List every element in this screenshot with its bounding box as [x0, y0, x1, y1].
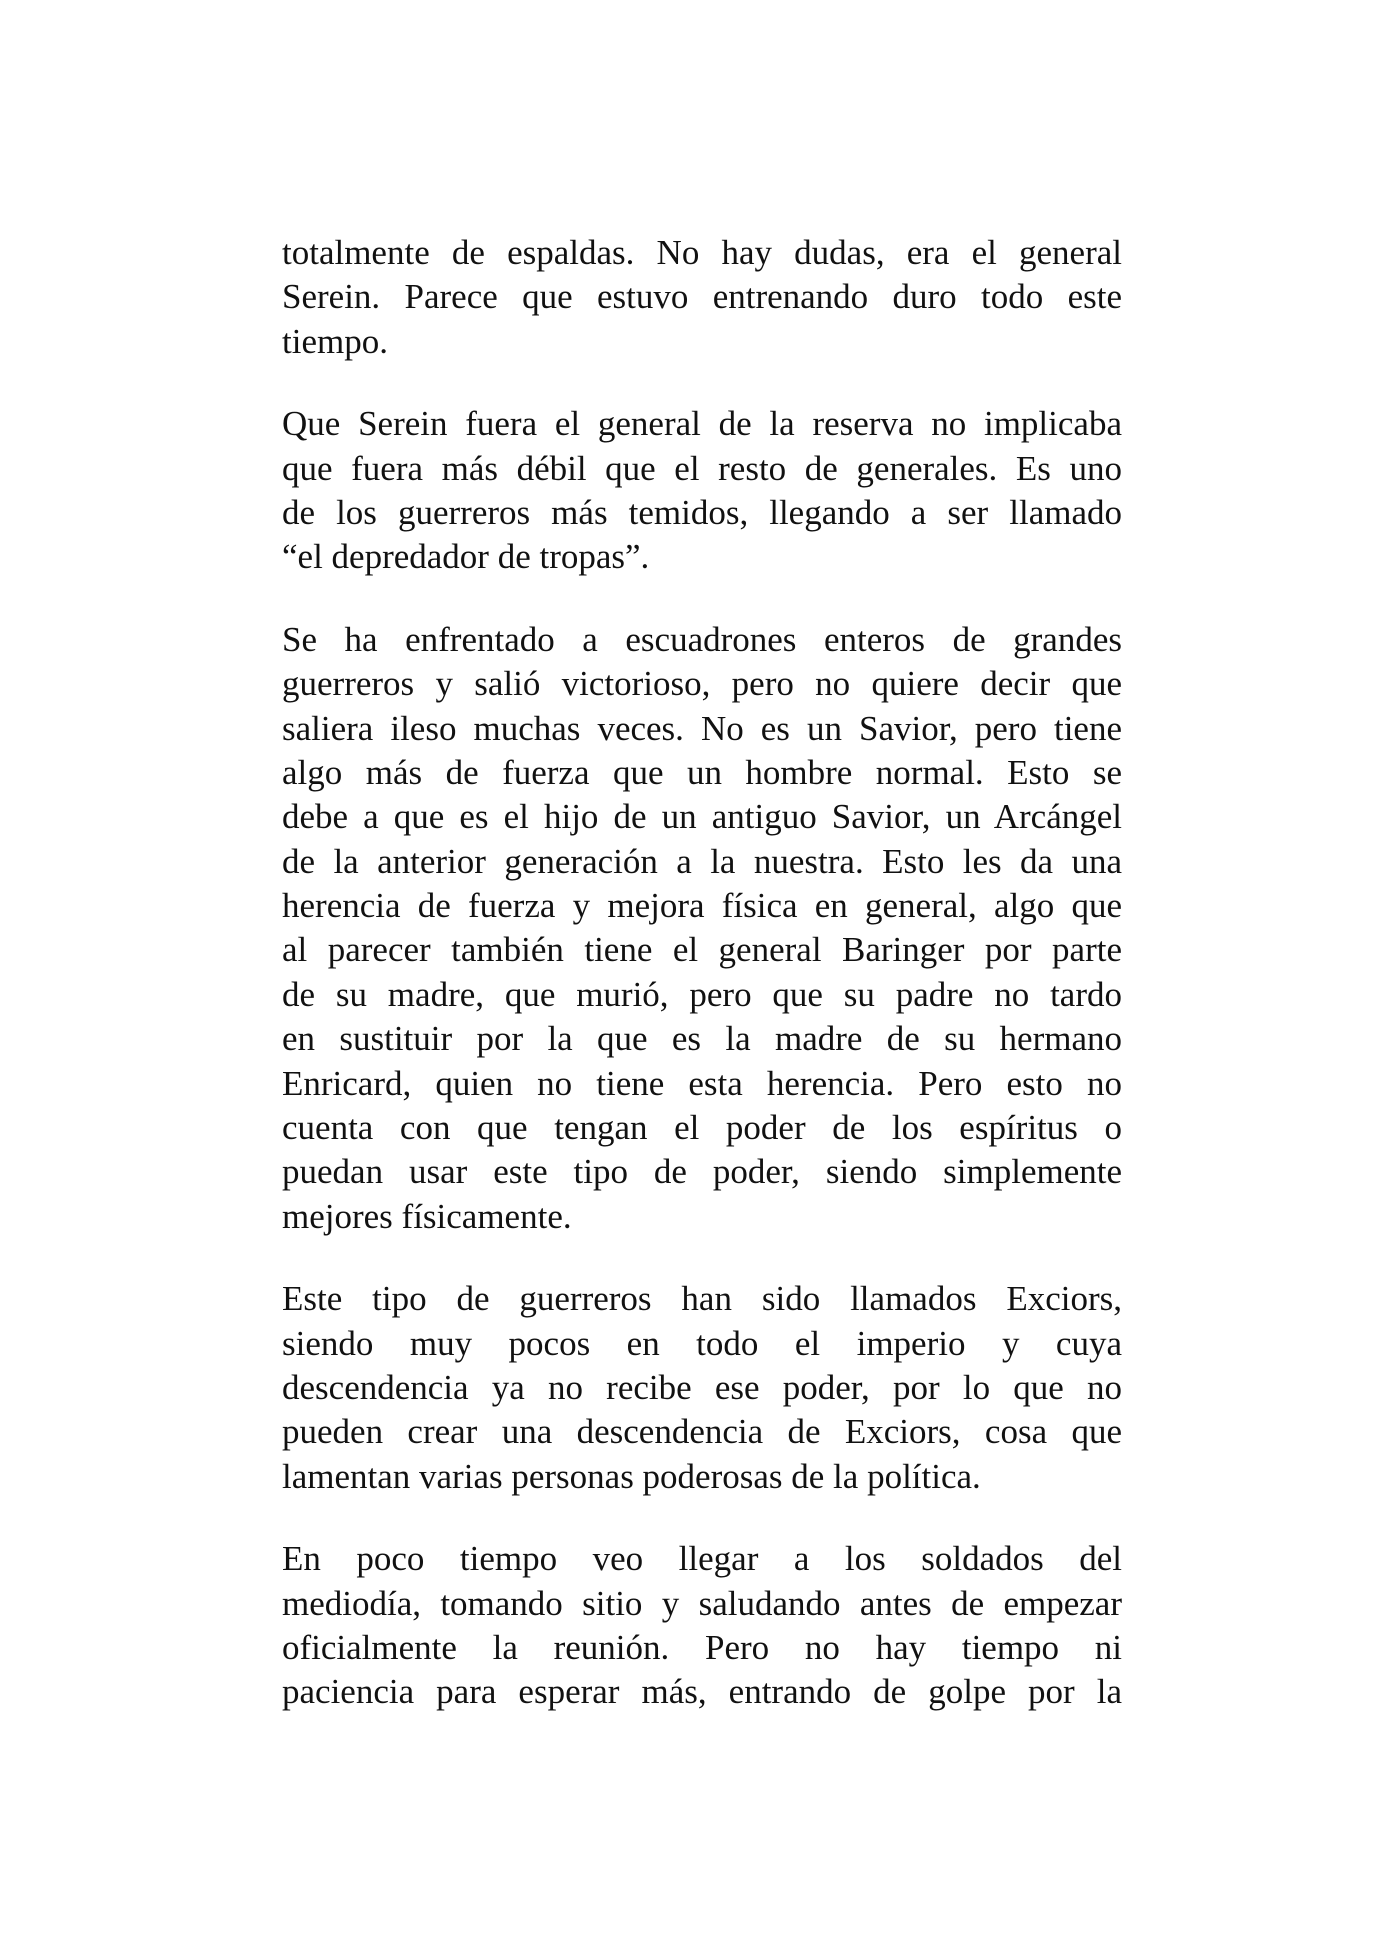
paragraph-3 — [282, 618, 1122, 1239]
text-line: en sustituir por la que es la madre de su hermano — [282, 1019, 1122, 1059]
text-line: al parecer también tiene el general Baringer por parte — [282, 930, 1122, 970]
paragraph-2 — [282, 402, 1122, 580]
text-line: Se ha enfrentado a escuadrones enteros de grandes — [282, 619, 1122, 659]
page-body — [282, 231, 1122, 1731]
text-line: “el depredador de tropas”. — [282, 537, 650, 577]
text-line: de los guerreros más temidos, llegando a ser llamado — [282, 492, 1122, 532]
text-line: tiempo. — [282, 321, 388, 361]
text-line: En poco tiempo veo llegar a los soldados del — [282, 1539, 1122, 1579]
text-line: guerreros y salió victorioso, pero no quiere decir que — [282, 664, 1122, 704]
text-line: puedan usar este tipo de poder, siendo simplemente — [282, 1152, 1122, 1192]
text-line: algo más de fuerza que un hombre normal. Esto se — [282, 752, 1122, 792]
text-line: oficialmente la reunión. Pero no hay tiempo ni — [282, 1627, 1122, 1667]
text-line: mediodía, tomando sitio y saludando antes de empezar — [282, 1583, 1122, 1623]
text-line: debe a que es el hijo de un antiguo Savior, un Arcángel — [282, 797, 1122, 837]
text-line: de la anterior generación a la nuestra. Esto les da una — [282, 841, 1122, 881]
text-line: Que Serein fuera el general de la reserva no implicaba — [282, 404, 1122, 444]
text-line: herencia de fuerza y mejora física en general, algo que — [282, 886, 1122, 926]
text-line: lamentan varias personas poderosas de la política. — [282, 1456, 981, 1496]
text-line: siendo muy pocos en todo el imperio y cuya — [282, 1323, 1122, 1363]
paragraph-4 — [282, 1277, 1122, 1499]
text-line: que fuera más débil que el resto de generales. Es uno — [282, 448, 1122, 488]
text-line: descendencia ya no recibe ese poder, por lo que no — [282, 1367, 1122, 1407]
text-line: saliera ileso muchas veces. No es un Savior, pero tiene — [282, 708, 1122, 748]
text-line: Serein. Parece que estuvo entrenando duro todo este — [282, 277, 1122, 317]
text-line: paciencia para esperar más, entrando de golpe por la — [282, 1672, 1122, 1712]
text-line: Enricard, quien no tiene esta herencia. Pero esto no — [282, 1063, 1122, 1103]
paragraph-5 — [282, 1537, 1122, 1715]
text-line: Este tipo de guerreros han sido llamados Exciors, — [282, 1279, 1122, 1319]
text-line: totalmente de espaldas. No hay dudas, era el general — [282, 233, 1122, 272]
text-line: cuenta con que tengan el poder de los espíritus o — [282, 1108, 1122, 1148]
text-line: de su madre, que murió, pero que su padre no tardo — [282, 974, 1122, 1014]
text-line: pueden crear una descendencia de Exciors, cosa que — [282, 1412, 1122, 1452]
paragraph-1 — [282, 231, 1122, 364]
text-line: mejores físicamente. — [282, 1196, 572, 1236]
